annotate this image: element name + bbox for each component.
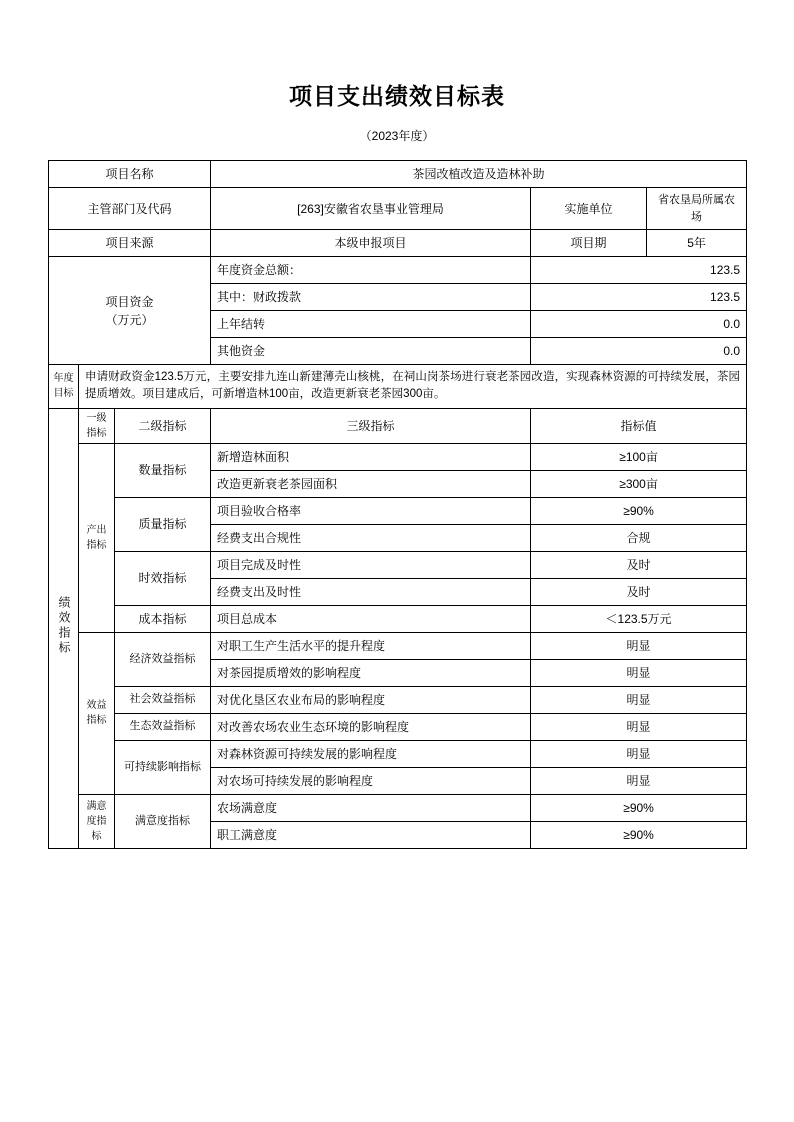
period-value: 5年 xyxy=(647,230,747,257)
indicator-value: 及时 xyxy=(531,578,747,605)
funds-row-value: 0.0 xyxy=(531,338,747,365)
funds-row-value: 123.5 xyxy=(531,257,747,284)
level2-satisfaction: 满意度指标 xyxy=(115,794,211,848)
level2-economic-benefit: 经济效益指标 xyxy=(115,632,211,686)
annual-goal-label-line1: 年度 xyxy=(53,373,74,385)
level2-quantity: 数量指标 xyxy=(115,443,211,497)
level3-label: 职工满意度 xyxy=(211,821,531,848)
indicator-value: 明显 xyxy=(531,659,747,686)
indicator-value: 及时 xyxy=(531,551,747,578)
indicator-value: ≥300亩 xyxy=(531,470,747,497)
level2-quality: 质量指标 xyxy=(115,497,211,551)
level2-timeliness: 时效指标 xyxy=(115,551,211,605)
funds-row-value: 123.5 xyxy=(531,284,747,311)
level1-satisfaction: 满意 度指 标 xyxy=(79,794,115,848)
level3-label: 对优化垦区农业布局的影响程度 xyxy=(211,686,531,713)
level3-label: 项目总成本 xyxy=(211,605,531,632)
level3-label: 改造更新衰老茶园面积 xyxy=(211,470,531,497)
indicator-value: ≥100亩 xyxy=(531,443,747,470)
level3-label: 对改善农场农业生态环境的影响程度 xyxy=(211,713,531,740)
source-value: 本级申报项目 xyxy=(211,230,531,257)
table-row-indicator xyxy=(49,632,747,659)
annual-goal-label xyxy=(49,365,79,409)
table-row-department xyxy=(49,188,747,230)
table-row-annual-goal xyxy=(49,365,747,409)
table-row-indicator xyxy=(49,794,747,821)
level3-label: 经费支出合规性 xyxy=(211,524,531,551)
indicator-value: ≥90% xyxy=(531,497,747,524)
indicator-value: ≥90% xyxy=(531,821,747,848)
indicator-value: 明显 xyxy=(531,767,747,794)
table-row-indicator xyxy=(49,713,747,740)
table-row-source xyxy=(49,230,747,257)
funds-row-value: 0.0 xyxy=(531,311,747,338)
funds-label-line1: 项目资金 xyxy=(105,294,154,309)
level2-sustainability: 可持续影响指标 xyxy=(115,740,211,794)
page-subtitle: （2023年度） xyxy=(359,129,435,143)
department-label: 主管部门及代码 xyxy=(49,188,211,230)
funds-label xyxy=(49,257,211,365)
indicator-value: 明显 xyxy=(531,686,747,713)
level1-benefit: 效益 指标 xyxy=(79,632,115,794)
level3-label: 对职工生产生活水平的提升程度 xyxy=(211,632,531,659)
performance-target-table xyxy=(48,160,747,849)
unit-value: 省农垦局所属农场 xyxy=(647,188,747,230)
funds-row-name: 上年结转 xyxy=(211,311,531,338)
funds-row-name: 年度资金总额： xyxy=(211,257,531,284)
funds-row-name: 其他资金 xyxy=(211,338,531,365)
table-row-project-name xyxy=(49,161,747,188)
table-row-indicator xyxy=(49,443,747,470)
level1-output: 产出 指标 xyxy=(79,443,115,632)
col-header-level2: 二级指标 xyxy=(115,408,211,443)
project-name-value: 茶园改植改造及造林补助 xyxy=(211,161,747,188)
level3-label: 项目完成及时性 xyxy=(211,551,531,578)
period-label: 项目期 xyxy=(531,230,647,257)
project-name-label: 项目名称 xyxy=(49,161,211,188)
table-row-perf-header xyxy=(49,408,747,443)
level3-label: 对茶园提质增效的影响程度 xyxy=(211,659,531,686)
level3-label: 新增造林面积 xyxy=(211,443,531,470)
indicator-value: 明显 xyxy=(531,740,747,767)
unit-label: 实施单位 xyxy=(531,188,647,230)
level2-social-benefit: 社会效益指标 xyxy=(115,686,211,713)
level3-label: 项目验收合格率 xyxy=(211,497,531,524)
indicator-value: 明显 xyxy=(531,713,747,740)
source-label: 项目来源 xyxy=(49,230,211,257)
table-row-indicator xyxy=(49,686,747,713)
table-row-funds-total xyxy=(49,257,747,284)
level3-label: 农场满意度 xyxy=(211,794,531,821)
level2-cost: 成本指标 xyxy=(115,605,211,632)
funds-row-name: 其中：财政拨款 xyxy=(211,284,531,311)
department-value: [263]安徽省农垦事业管理局 xyxy=(211,188,531,230)
indicator-value: ＜123.5万元 xyxy=(531,605,747,632)
level3-label: 经费支出及时性 xyxy=(211,578,531,605)
funds-label-line2: （万元） xyxy=(105,312,154,327)
annual-goal-text: 申请财政资金123.5万元，主要安排九连山新建薄壳山核桃，在祠山岗茶场进行衰老茶园改造，实现森林资源的可持续发展，茶园提质增效。项目建成后，可新增造林100亩，改造更新衰老茶园300亩。 xyxy=(79,365,747,409)
table-row-indicator xyxy=(49,605,747,632)
table-row-indicator xyxy=(49,740,747,767)
col-header-value: 指标值 xyxy=(531,408,747,443)
table-row-indicator xyxy=(49,551,747,578)
indicator-value: 合规 xyxy=(531,524,747,551)
page-title: 项目支出绩效目标表 xyxy=(289,83,505,109)
level2-ecological-benefit: 生态效益指标 xyxy=(115,713,211,740)
perf-side-label: 绩效指标 xyxy=(49,408,79,848)
level3-label: 对森林资源可持续发展的影响程度 xyxy=(211,740,531,767)
indicator-value: 明显 xyxy=(531,632,747,659)
col-header-level3: 三级指标 xyxy=(211,408,531,443)
indicator-value: ≥90% xyxy=(531,794,747,821)
annual-goal-label-line2: 目标 xyxy=(53,388,74,400)
table-row-indicator xyxy=(49,497,747,524)
col-header-level1: 一级 指标 xyxy=(79,408,115,443)
level3-label: 对农场可持续发展的影响程度 xyxy=(211,767,531,794)
